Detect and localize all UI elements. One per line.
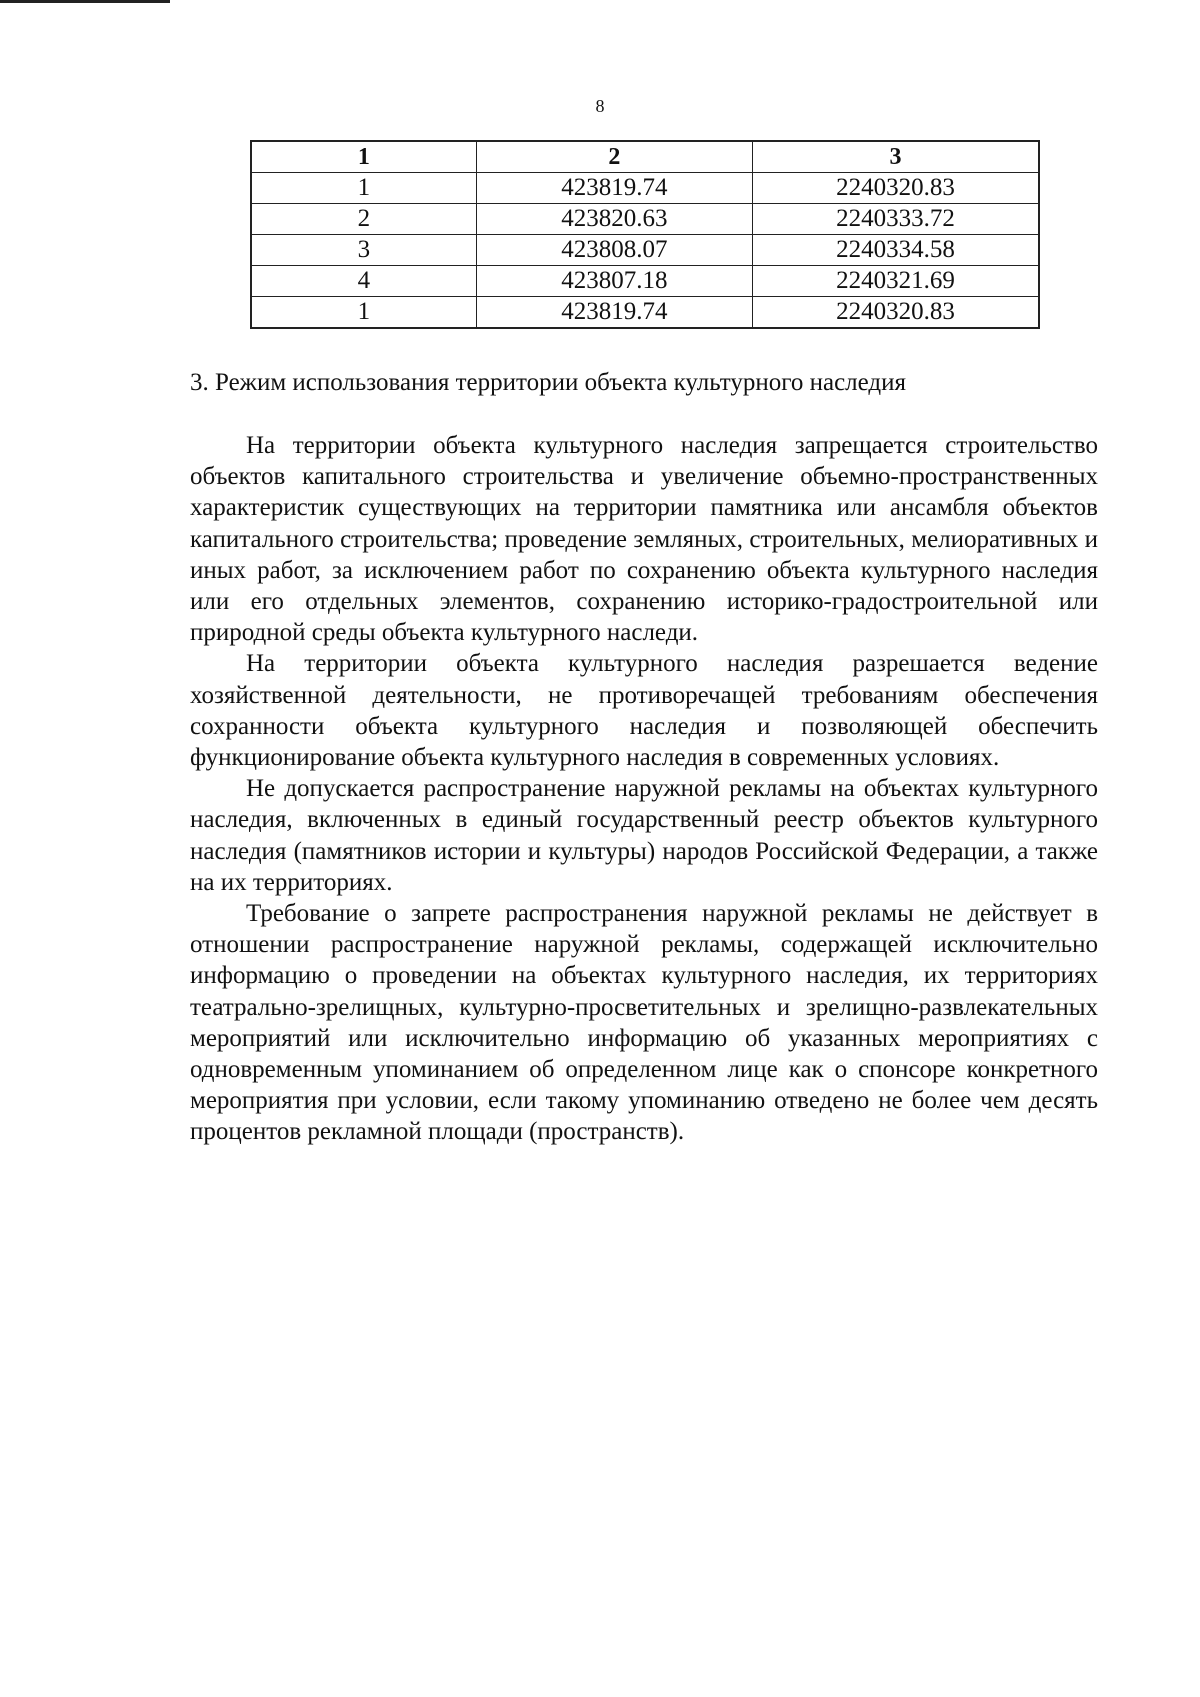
table-row xyxy=(251,173,1039,204)
y-coordinate-cell: 2240321.69 xyxy=(753,266,1039,297)
table-row xyxy=(251,297,1039,329)
point-number-cell: 2 xyxy=(251,204,476,235)
table-header-row xyxy=(251,141,1039,173)
scan-edge-line xyxy=(0,0,170,3)
section-heading: 3. Режим использования территории объекта культурного наследия xyxy=(190,369,907,396)
y-coordinate-cell: 2240320.83 xyxy=(753,173,1039,204)
point-number-cell: 4 xyxy=(251,266,476,297)
y-coordinate-cell: 2240320.83 xyxy=(753,297,1039,329)
point-number-cell: 3 xyxy=(251,235,476,266)
paragraph-permitted-activity: На территории объекта культурного наследия разрешается ведение хозяйственной деятельности, не противоречащей требованиям обеспечения сохранности объекта культурного наследия и позволяющей обеспечить функционирование объекта культурного наследия в современных условиях. xyxy=(190,650,1098,772)
page-number: 8 xyxy=(595,96,605,116)
table-row xyxy=(251,235,1039,266)
table-row xyxy=(251,266,1039,297)
y-coordinate-cell: 2240334.58 xyxy=(753,235,1039,266)
point-number-cell: 1 xyxy=(251,297,476,329)
x-coordinate-cell: 423819.74 xyxy=(476,297,752,329)
x-coordinate-cell: 423820.63 xyxy=(476,204,752,235)
y-coordinate-cell: 2240333.72 xyxy=(753,204,1039,235)
section-body xyxy=(190,430,1098,1148)
point-number-cell: 1 xyxy=(251,173,476,204)
column-header: 2 xyxy=(476,141,752,173)
x-coordinate-cell: 423807.18 xyxy=(476,266,752,297)
table-row xyxy=(251,204,1039,235)
x-coordinate-cell: 423808.07 xyxy=(476,235,752,266)
paragraph-advertising-exception: Требование о запрете распространения наружной рекламы не действует в отношении распространение наружной рекламы, содержащей исключительно информацию о проведении на объектах культурного наследия, их территориях театрально-зрелищных, культурно-просветительных и зрелищно-развлекательных мероприятий или исключительно информацию об указанных мероприятиях с одновременным упоминанием об определенном лице как о спонсоре конкретного мероприятия при условии, если такому упоминанию отведено не более чем десять процентов рекламной площади (пространств). xyxy=(190,900,1098,1146)
paragraph-advertising-ban: Не допускается распространение наружной рекламы на объектах культурного наследия, включенных в единый государственный реестр объектов культурного наследия (памятников истории и культуры) народов Российской Федерации, а также на их территориях. xyxy=(190,775,1098,896)
coordinates-table xyxy=(250,140,1040,329)
column-header: 1 xyxy=(251,141,476,173)
x-coordinate-cell: 423819.74 xyxy=(476,173,752,204)
column-header: 3 xyxy=(753,141,1039,173)
paragraph-prohibitions: На территории объекта культурного наследия запрещается строительство объектов капитального строительства и увеличение объемно-пространственных характеристик существующих на территории памятника или ансамбля объектов капитального строительства; проведение земляных, строительных, мелиоративных и иных работ, за исключением работ по сохранению объекта культурного наследия или его отдельных элементов, сохранению историко-градостроительной или природной среды объекта культурного наследи. xyxy=(190,432,1098,647)
